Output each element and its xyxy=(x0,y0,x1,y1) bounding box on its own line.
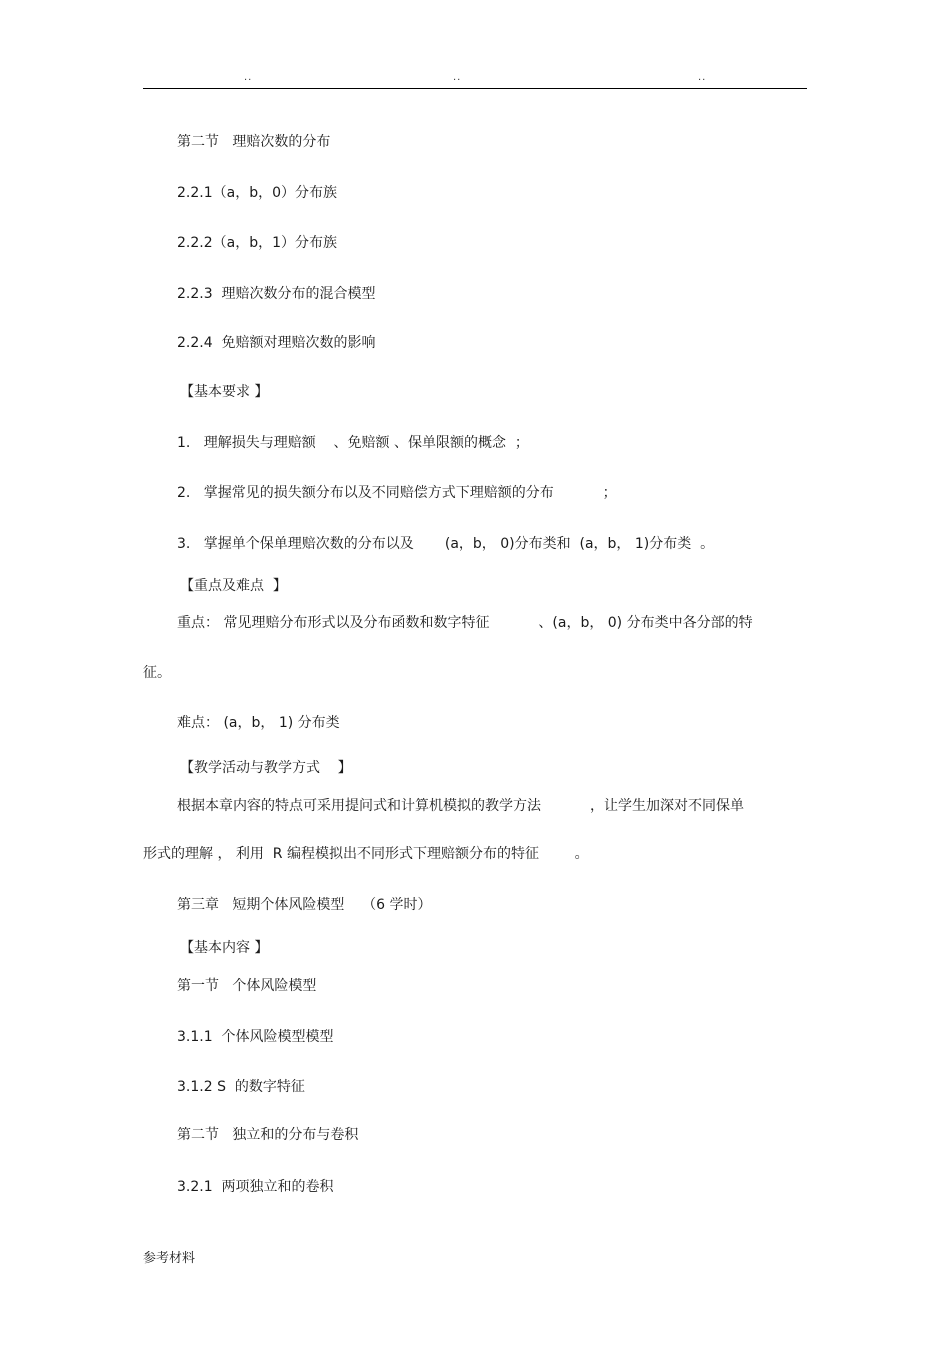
paragraph-line: 征。 xyxy=(143,665,171,681)
bracket-heading: 【教学活动与教学方式 】 xyxy=(180,760,352,776)
bracket-heading: 【基本内容 】 xyxy=(180,940,269,956)
bracket-heading: 【基本要求 】 xyxy=(180,384,269,400)
subsection-item: 2.2.4 免赔额对理赔次数的影响 xyxy=(177,335,376,351)
paragraph-line: 根据本章内容的特点可采用提问式和计算机模拟的教学方法 ，让学生加深对不同保单 xyxy=(177,798,744,814)
paragraph-line: 形式的理解 ， 利用 R 编程模拟出不同形式下理赔额分布的特征 。 xyxy=(143,846,589,862)
list-item: 1. 理解损失与理赔额 、免赔额 、保单限额的概念 ； xyxy=(177,435,529,451)
chapter-heading: 第三章 短期个体风险模型 （6 学时） xyxy=(177,897,432,913)
subsection-item: 3.1.2 S 的数字特征 xyxy=(177,1079,305,1095)
page-footer: 参考材料 xyxy=(143,1251,196,1266)
subsection-item: 3.1.1 个体风险模型模型 xyxy=(177,1029,334,1045)
header-mark-left: .. xyxy=(244,72,253,83)
header-mark-right: .. xyxy=(698,72,707,83)
list-item: 2. 掌握常见的损失额分布以及不同赔偿方式下理赔额的分布 ； xyxy=(177,485,617,501)
header-rule xyxy=(143,88,807,89)
header-mark-center: .. xyxy=(453,72,462,83)
bracket-heading: 【重点及难点 】 xyxy=(180,578,287,594)
subsection-item: 2.2.3 理赔次数分布的混合模型 xyxy=(177,286,376,302)
paragraph-line: 重点： 常见理赔分布形式以及分布函数和数字特征 、(a，b， 0) 分布类中各分部的特 xyxy=(177,615,753,631)
section-heading: 第二节 理赔次数的分布 xyxy=(177,134,331,150)
list-item: 3. 掌握单个保单理赔次数的分布以及 (a，b， 0)分布类和 (a，b， 1)分布类 。 xyxy=(177,536,715,552)
section-heading: 第一节 个体风险模型 xyxy=(177,978,317,994)
section-heading: 第二节 独立和的分布与卷积 xyxy=(177,1127,359,1143)
paragraph-line: 难点： (a，b， 1) 分布类 xyxy=(177,715,340,731)
subsection-item: 3.2.1 两项独立和的卷积 xyxy=(177,1179,334,1195)
subsection-item: 2.2.1（a，b，0）分布族 xyxy=(177,185,337,201)
subsection-item: 2.2.2（a，b，1）分布族 xyxy=(177,235,337,251)
